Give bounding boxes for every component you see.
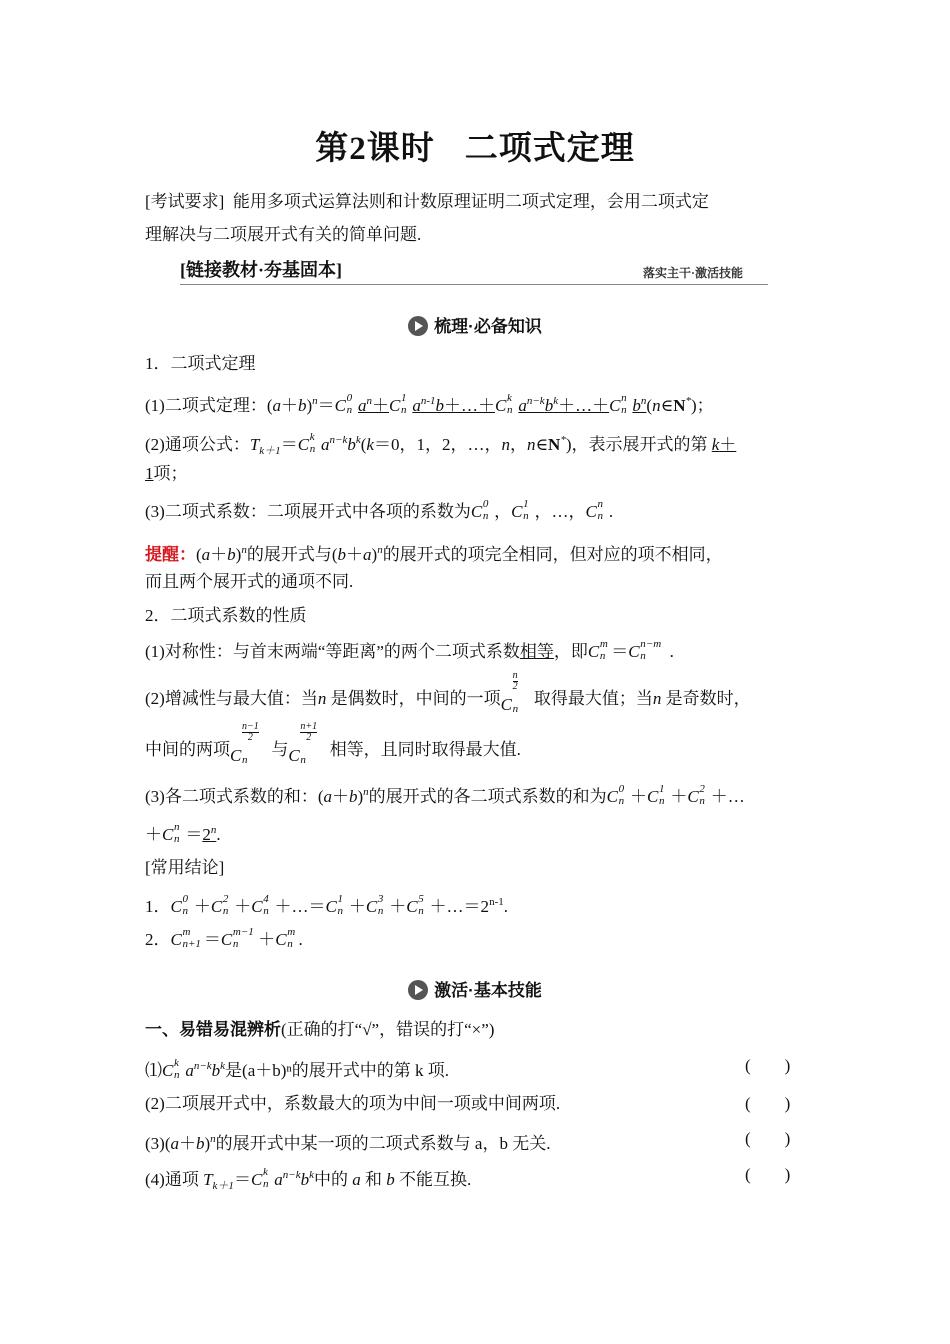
- binomial-coefficient-line: (3)二项式系数：二项展开式中各项的系数为C 0 n ，C 1 n ，…，C n n .: [145, 498, 614, 522]
- requirement-line2: 理解决与二项展开式有关的简单问题.: [145, 225, 422, 244]
- binomial-theorem-line: (1)二项式定理：$(a+b)^n=C$ 0 n $a^n+C$ 1 n $a^{n-1}b+\dots+C$ k n $a^{n-k}b^k+\dots+C$ n n $b^n(n\in N^*)$；: [145, 392, 714, 416]
- answer-box-1[interactable]: ( ): [745, 1056, 791, 1075]
- coefficient-sum-line2: ＋C n n $=2^n$.: [145, 821, 221, 845]
- play-icon: [408, 316, 428, 336]
- conclusion-2: 2．C m n+1 ＝C m−1 n ＋C m n .: [145, 926, 303, 950]
- section-heading-knowledge: 梳理·必备知识: [0, 312, 950, 337]
- tip-line1: 提醒：$(a+b)^n$的展开式与$(b+a)^n$的展开式的项完全相同，但对应的项不相同，: [145, 544, 723, 564]
- general-term-line2: 1项；: [145, 464, 188, 483]
- banner-subtitle: 落实主干·激活技能: [643, 266, 744, 280]
- section-heading-skills: 激活·基本技能: [0, 976, 950, 1001]
- symmetry-line: (1)对称性：与首末两端“等距离”的两个二项式系数相等，即C m n ＝C n−m n .: [145, 638, 674, 662]
- answer-box-4[interactable]: ( ): [745, 1165, 791, 1184]
- coefficient-sum-line1: (3)各二项式系数的和：$(a+b)^n$的展开式的各二项式系数的和为C 0 n ＋C 1 n ＋C 2 n ＋…: [145, 783, 745, 807]
- page-title: 第2课时 二项式定理: [315, 131, 635, 167]
- common-conclusions-label: [常用结论]: [145, 858, 225, 877]
- answer-box-3[interactable]: ( ): [745, 1129, 791, 1148]
- general-term-line: (2)通项公式：$T_{k+1}=C$ k n $a^{n-k}b^k(k=0$，1，2，…，n，n∈N*)，表示展开式的第 k＋: [145, 431, 737, 457]
- heading-binomial-theorem: 1．二项式定理: [145, 354, 256, 373]
- answer-box-2[interactable]: ( ): [745, 1094, 791, 1113]
- requirement-line1: [考试要求] 能用多项式运算法则和计数原理证明二项式定理，会用二项式定: [145, 192, 709, 211]
- exercise-item-1: ⑴C k n $a^{n-k}b^k$是(a＋b)ⁿ的展开式中的第 k 项.: [145, 1057, 450, 1081]
- monotonic-line1: (2)增减性与最大值：当n 是偶数时，中间的一项C n 2 n 取得最大值；当n 是奇数时，: [145, 670, 751, 715]
- exercise-item-3: $(3)(a+b)^n$的展开式中某一项的二项式系数与 a，b 无关.: [145, 1133, 551, 1153]
- exercise-heading: 一、易错易混辨析(正确的打“√”，错误的打“×”): [145, 1020, 495, 1039]
- exercise-item-4: (4)通项 $T_{k+1}=C$ k n $a^{n-k}b^k$中的 a 和 b 不能互换.: [145, 1166, 472, 1192]
- banner-title: [链接教材·夯基固本]: [180, 260, 342, 280]
- heading-coefficient-properties: 2．二项式系数的性质: [145, 606, 307, 625]
- play-icon: [408, 980, 428, 1000]
- monotonic-line2: 中间的两项C n−1 2 n 与C n+1 2 n 相等，且同时取得最大值.: [145, 721, 521, 766]
- tip-line2: 而且两个展开式的通项不同.: [145, 572, 354, 591]
- exercise-item-2: (2)二项展开式中，系数最大的项为中间一项或中间两项.: [145, 1094, 561, 1113]
- conclusion-1: 1．C 0 n ＋C 2 n ＋C 4 n ＋…＝C 1 n ＋C 3 n ＋C 5 n $+\dots=2^{n-1}$.: [145, 893, 508, 917]
- banner-divider: [180, 284, 768, 285]
